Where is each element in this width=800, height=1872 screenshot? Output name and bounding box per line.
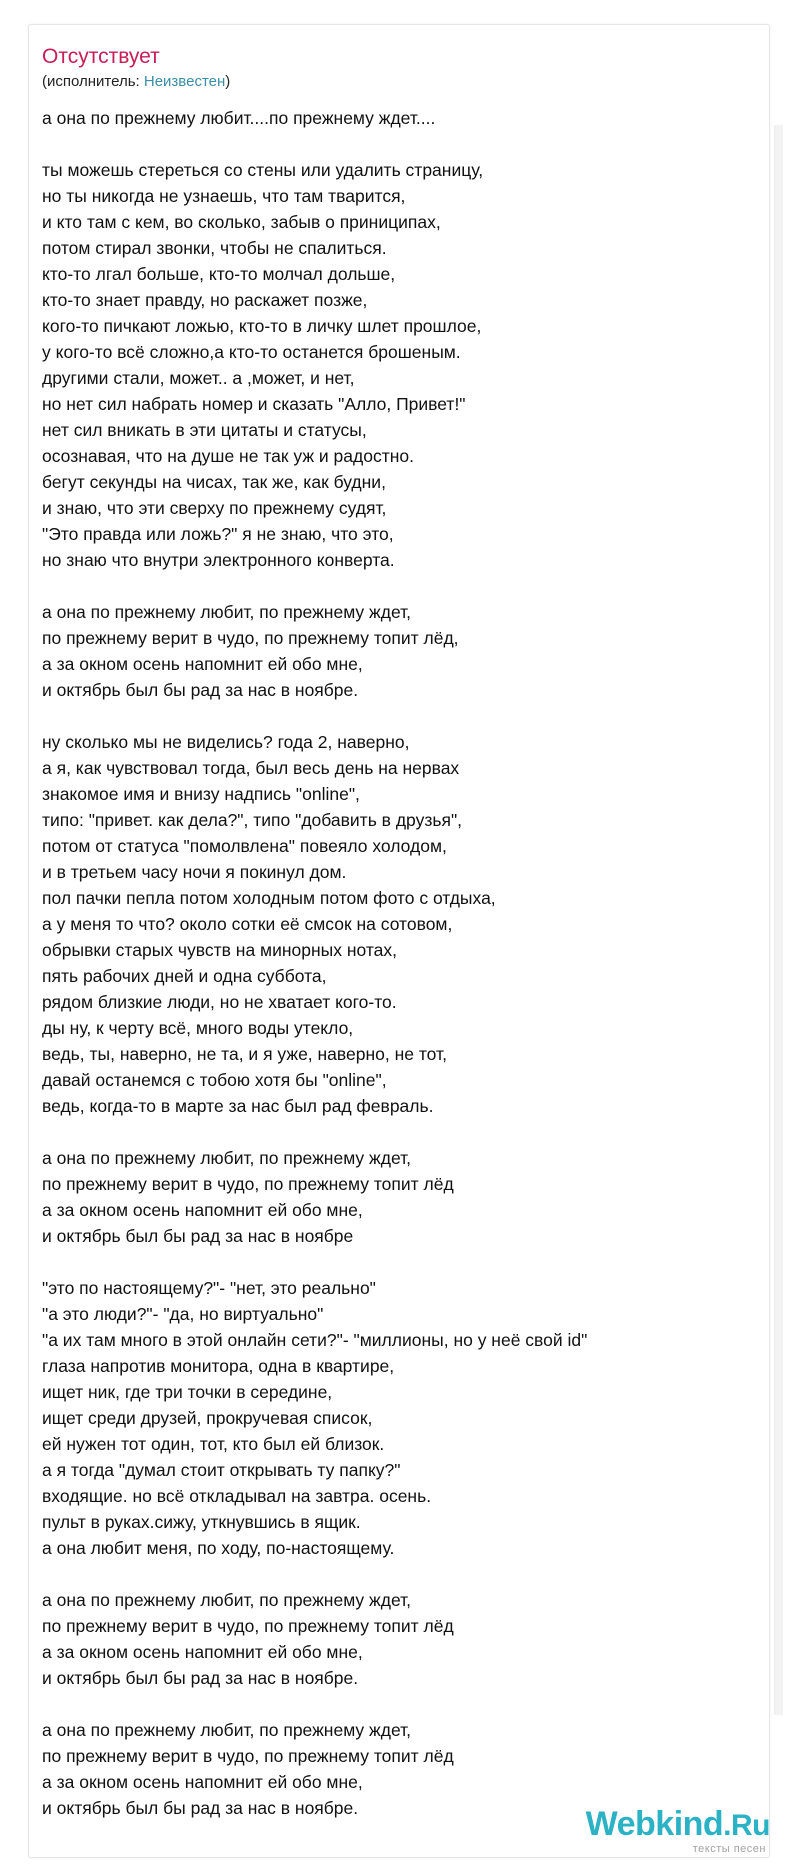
lyric-line: бегут секунды на чисах, так же, как будни,	[42, 472, 386, 492]
lyric-line: обрывки старых чувств на минорных нотах,	[42, 940, 397, 960]
lyric-line: по прежнему верит в чудо, по прежнему топит лёд	[42, 1174, 454, 1194]
lyric-line: кто-то знает правду, но раскажет позже,	[42, 290, 368, 310]
site-logo[interactable]	[550, 1806, 770, 1858]
lyric-line: по прежнему верит в чудо, по прежнему топит лёд	[42, 1746, 454, 1766]
lyric-line: нет сил вникать в эти цитаты и статусы,	[42, 420, 367, 440]
lyric-line: осознавая, что на душе не так уж и радостно.	[42, 446, 414, 466]
lyric-line: а она любит меня, по ходу, по-настоящему.	[42, 1538, 395, 1558]
lyric-line: но ты никогда не узнаешь, что там тварится,	[42, 186, 406, 206]
lyric-line: "а их там много в этой онлайн сети?"- "миллионы, но у неё свой id"	[42, 1330, 588, 1350]
lyric-line: кого-то пичкают ложью, кто-то в личку шлет прошлое,	[42, 316, 482, 336]
lyric-line: а я, как чувствовал тогда, был весь день на нервах	[42, 758, 460, 778]
artist-link[interactable]: Неизвестен	[143, 73, 226, 90]
lyric-line: и октябрь был бы рад за нас в ноябре.	[42, 1668, 359, 1688]
lyric-line: а она по прежнему любит....по прежнему ждет....	[42, 108, 436, 128]
stanza-gap	[42, 1119, 742, 1145]
lyric-line: а я тогда "думал стоит открывать ту папку?"	[42, 1460, 401, 1480]
lyric-line: ищет среди друзей, прокручевая список,	[42, 1408, 373, 1428]
scrollbar-track[interactable]	[774, 125, 783, 1715]
lyric-line: а она по прежнему любит, по прежнему ждет,	[42, 1148, 412, 1168]
logo-tld: .Ru	[723, 1809, 770, 1842]
artist-prefix: (исполнитель:	[42, 73, 144, 90]
lyric-line: ведь, ты, наверно, не та, и я уже, наверно, не тот,	[42, 1044, 447, 1064]
lyric-line: а у меня то что? около сотки её смсок на сотовом,	[42, 914, 453, 934]
lyric-line: по прежнему верит в чудо, по прежнему топит лёд	[42, 1616, 454, 1636]
lyric-line: типо: "привет. как дела?", типо "добавить в друзья",	[42, 810, 463, 830]
lyric-line: ведь, когда-то в марте за нас был рад февраль.	[42, 1096, 434, 1116]
lyric-line: потом стирал звонки, чтобы не спалиться.	[42, 238, 387, 258]
lyric-line: но нет сил набрать номер и сказать "Алло, Привет!"	[42, 394, 466, 414]
lyric-line: "это по настоящему?"- "нет, это реально"	[42, 1278, 376, 1298]
lyric-line: пол пачки пепла потом холодным потом фото с отдыха,	[42, 888, 496, 908]
lyric-line: потом от статуса "помолвлена" повеяло холодом,	[42, 836, 447, 856]
lyric-line: кто-то лгал больше, кто-то молчал дольше,	[42, 264, 396, 284]
song-title: Отсутствует	[42, 45, 160, 68]
lyric-line: а за окном осень напомнит ей обо мне,	[42, 1772, 363, 1792]
lyric-line: ей нужен тот один, тот, кто был ей близок.	[42, 1434, 385, 1454]
lyric-line: ды ну, к черту всё, много воды утекло,	[42, 1018, 354, 1038]
lyric-line: ну сколько мы не виделись? года 2, наверно,	[42, 732, 410, 752]
stanza-gap	[42, 1691, 742, 1717]
lyric-line: и октябрь был бы рад за нас в ноябре.	[42, 1798, 359, 1818]
lyric-line: глаза напротив монитора, одна в квартире,	[42, 1356, 395, 1376]
lyric-line: и кто там с кем, во сколько, забыв о приниципах,	[42, 212, 441, 232]
logo-main-text: Webkind	[585, 1805, 724, 1843]
lyric-line: знакомое имя и внизу надпись "online",	[42, 784, 360, 804]
lyric-line: пять рабочих дней и одна суббота,	[42, 966, 327, 986]
lyric-line: и в третьем часу ночи я покинул дом.	[42, 862, 347, 882]
lyric-line: а она по прежнему любит, по прежнему ждет,	[42, 1590, 412, 1610]
artist-suffix: )	[225, 73, 231, 90]
lyric-line: и октябрь был бы рад за нас в ноябре	[42, 1226, 354, 1246]
stanza-gap	[42, 1561, 742, 1587]
lyric-line: а она по прежнему любит, по прежнему ждет,	[42, 1720, 412, 1740]
lyric-line: рядом близкие люди, но не хватает кого-то.	[42, 992, 397, 1012]
lyric-line: по прежнему верит в чудо, по прежнему топит лёд,	[42, 628, 459, 648]
lyric-line: входящие. но всё откладывал на завтра. осень.	[42, 1486, 432, 1506]
lyric-line: а за окном осень напомнит ей обо мне,	[42, 1200, 363, 1220]
lyric-line: "а это люди?"- "да, но виртуально"	[42, 1304, 324, 1324]
stanza-gap	[42, 1249, 742, 1275]
stanza-gap	[42, 703, 742, 729]
stanza-gap	[42, 573, 742, 599]
lyric-line: но знаю что внутри электронного конверта.	[42, 550, 395, 570]
logo-wordmark	[550, 1806, 770, 1844]
lyrics-text	[42, 105, 742, 1821]
artist-line	[42, 73, 230, 90]
lyric-line: "Это правда или ложь?" я не знаю, что это,	[42, 524, 394, 544]
lyric-line: а за окном осень напомнит ей обо мне,	[42, 1642, 363, 1662]
lyric-line: и октябрь был бы рад за нас в ноябре.	[42, 680, 359, 700]
lyric-line: ты можешь стереться со стены или удалить страницу,	[42, 160, 484, 180]
lyric-line: а она по прежнему любит, по прежнему ждет,	[42, 602, 412, 622]
stanza-gap	[42, 131, 742, 157]
lyric-line: у кого-то всё сложно,а кто-то останется брошеным.	[42, 342, 461, 362]
lyric-line: пульт в руках.сижу, уткнувшись в ящик.	[42, 1512, 361, 1532]
lyric-line: другими стали, может.. а ,может, и нет,	[42, 368, 355, 388]
lyric-line: ищет ник, где три точки в середине,	[42, 1382, 333, 1402]
lyric-line: давай останемся с тобою хотя бы "online",	[42, 1070, 387, 1090]
lyric-line: а за окном осень напомнит ей обо мне,	[42, 654, 363, 674]
lyric-line: и знаю, что эти сверху по прежнему судят,	[42, 498, 387, 518]
logo-tagline: тексты песен	[692, 1843, 766, 1855]
